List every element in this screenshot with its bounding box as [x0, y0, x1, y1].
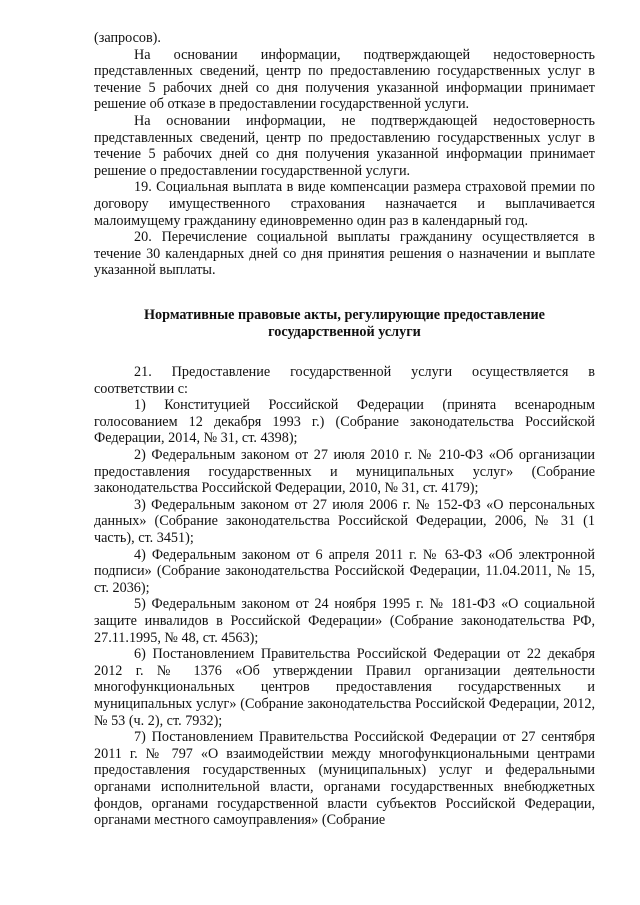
section-heading: Нормативные правовые акты, регулирующие предоставление государственной услуги	[144, 306, 545, 340]
list-item-resolution-1376: 6) Постановлением Правительства Российской Федерации от 22 декабря 2012 г. № 1376 «Об утверждении Правил организации деятельности многофункциональных центров предоставления государственных и муниципальных услуг» (Собрание законодательства Российской Федерации, 2012, № 53 (ч. 2), ст. 7932);	[94, 646, 595, 729]
paragraph-item-20: 20. Перечисление социальной выплаты гражданину осуществляется в течение 30 календарных дней со дня принятия решения о назначении и выплате указанной выплаты.	[94, 229, 595, 279]
list-item-resolution-797: 7) Постановлением Правительства Российской Федерации от 27 сентября 2011 г. № 797 «О взаимодействии между многофункциональными центрами предоставления государственных (муниципальных) услуг и федеральными органами исполнительной власти, органами государственных внебюджетных фондов, органами государственной власти субъектов Российской Федерации, органами местного самоуправления» (Собрание	[94, 729, 595, 829]
list-item-law-181: 5) Федеральным законом от 24 ноября 1995 г. № 181-ФЗ «О социальной защите инвалидов в Российской Федерации» (Собрание законодательства РФ, 27.11.1995, № 48, ст. 4563);	[94, 596, 595, 646]
paragraph-item-21: 21. Предоставление государственной услуги осуществляется в соответствии с:	[94, 364, 595, 397]
paragraph-refusal-decision: На основании информации, подтверждающей недостоверность представленных сведений, центр по предоставлению государственных услуг в течение 5 рабочих дней со дня получения указанной информации принимает решение об отказе в предоставлении государственной услуги.	[94, 46, 595, 113]
document-page	[94, 30, 595, 829]
list-item-constitution: 1) Конституцией Российской Федерации (принята всенародным голосованием 12 декабря 1993 г.) (Собрание законодательства Российской Федерации, 2014, № 31, ст. 4398);	[94, 397, 595, 447]
paragraph-grant-decision: На основании информации, не подтверждающей недостоверность представленных сведений, центр по предоставлению государственных услуг в течение 5 рабочих дней со дня получения указанной информации принимает решение о предоставлении государственной услуги.	[94, 112, 595, 179]
paragraph-continuation: (запросов).	[94, 30, 161, 46]
list-item-law-210: 2) Федеральным законом от 27 июля 2010 г. № 210-ФЗ «Об организации предоставления государственных и муниципальных услуг» (Собрание законодательства Российской Федерации, 2010, № 31, ст. 4179);	[94, 447, 595, 497]
paragraph-item-19: 19. Социальная выплата в виде компенсации размера страховой премии по договору имущественного страхования назначается и выплачивается малоимущему гражданину единовременно один раз в календарный год.	[94, 179, 595, 229]
list-item-law-63: 4) Федеральным законом от 6 апреля 2011 г. № 63-ФЗ «Об электронной подписи» (Собрание законодательства Российской Федерации, 11.04.2011, № 15, ст. 2036);	[94, 546, 595, 596]
list-item-law-152: 3) Федеральным законом от 27 июля 2006 г. № 152-ФЗ «О персональных данных» (Собрание законодательства Российской Федерации, 2006, № 31 (1 часть), ст. 3451);	[94, 496, 595, 547]
